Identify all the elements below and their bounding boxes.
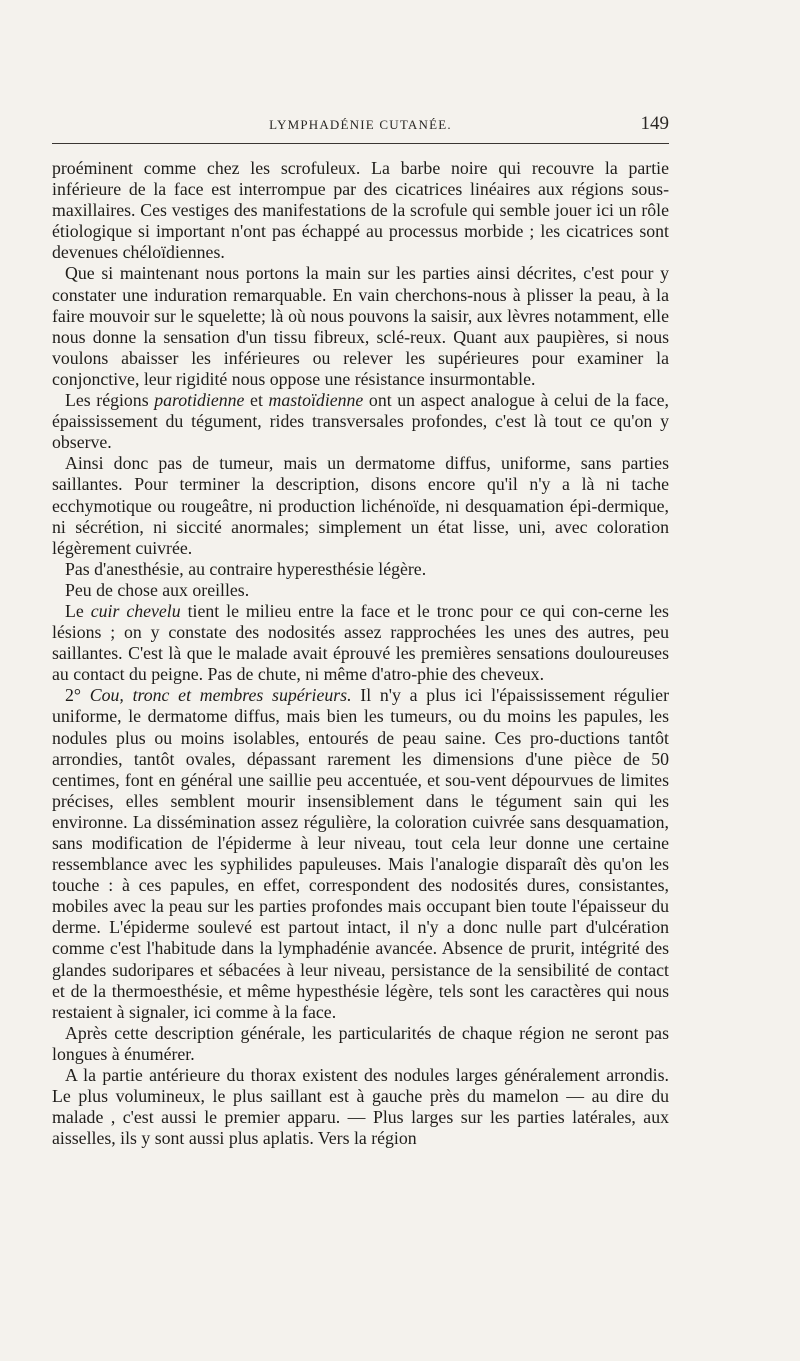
term-parotidienne: parotidienne <box>154 390 245 411</box>
section-number: 2° <box>65 685 90 706</box>
header-rule <box>52 143 669 144</box>
paragraph-9: Après cette description générale, les particularités de chaque région ne seront pas longues à énumérer. <box>52 1022 669 1064</box>
paragraph-6: Peu de chose aux oreilles. <box>65 579 250 600</box>
paragraph-1: proéminent comme chez les scrofuleux. La barbe noire qui recouvre la partie inférieure de la face est interrompue par des cicatrices linéaires aux régions sous-maxillaires. Ces vestiges des manifestations de la scrofule qui semble jouer ici un rôle étiologique si important n'ont pas échappé au processus morbide ; les cicatrices sont devenues chéloïdiennes. <box>52 158 669 263</box>
paragraph-8-text: Il n'y a plus ici l'épaississement régulier uniforme, le dermatome diffus, mais bien les tumeurs, ou du moins les papules, les nodules plus ou moins isolables, entourés de peau saine. Ces pro-ductions tantôt arrondies, tantôt ovales, dépassant rarement les dimensions d'une pièce de 50 centimes, font en général une saillie peu accentuée, et sou-vent dépourvues de limites précises, elles semblent mourir insensiblement dans le tégument sain qui les environne. La dissémination assez régulière, la coloration cuivrée sans desquamation, sans modification de l'épiderme à leur niveau, tout cela leur donne une certaine ressemblance avec les syphilides papuleuses. Mais l'analogie disparaît dès qu'on les touche : à ces papules, en effet, correspondent des nodosités dures, consistantes, mobiles avec la peau sur les parties profondes mais occupant bien toute l'épaisseur du derme. L'épiderme soulevé est partout intact, il n'y a donc nulle part d'ulcération comme c'est l'habitude dans la lymphadénie avancée. Absence de prurit, intégrité des glandes sudoripares et sébacées à leur niveau, persistance de la sensibilité de contact et de la thermoesthésie, et même hypesthésie légère, tels sont les caractères qui nous restaient à signaler, ici comme à la face. <box>52 685 669 1022</box>
term-cuir-chevelu: cuir chevelu <box>90 600 181 621</box>
paragraph-3-text-b: et <box>244 390 269 411</box>
paragraph-5: Pas d'anesthésie, au contraire hyperesthésie légère. <box>65 558 427 579</box>
paragraph-8 <box>52 685 669 1023</box>
body-text <box>52 158 669 1149</box>
term-mastoidienne: mastoïdienne <box>268 390 364 411</box>
paragraph-3-text-a: Les régions <box>65 390 155 411</box>
section-heading: Cou, tronc et membres supérieurs. <box>89 685 352 706</box>
paragraph-4: Ainsi donc pas de tumeur, mais un dermatome diffus, uniforme, sans parties saillantes. Pour terminer la description, disons encore qu'il n'y a là ni tache ecchymotique ou rougeâtre, ni production lichénoïde, ni desquamation épi-dermique, ni sécrétion, ni siccité anormales; simplement un état lisse, uni, avec coloration légèrement cuivrée. <box>52 453 669 558</box>
running-title: LYMPHADÉNIE CUTANÉE. <box>269 117 452 132</box>
paragraph-7-text-a: Le <box>65 600 91 621</box>
page-number: 149 <box>640 113 669 134</box>
paragraph-7-text-b: tient le milieu entre la face et le tronc pour ce qui con-cerne les lésions ; on y constate des nodosités assez rapprochées les unes des autres, peu saillantes. C'est là que le malade avait éprouvé les premières sensations douloureuses au contact du peigne. Pas de chute, ni même d'atro-phie des cheveux. <box>52 600 669 685</box>
paragraph-10: A la partie antérieure du thorax existent des nodules larges généralement arrondis. Le plus volumineux, le plus saillant est à gauche près du mamelon — au dire du malade , c'est aussi le premier apparu. — Plus larges sur les parties latérales, aux aisselles, ils y sont aussi plus aplatis. Vers la région <box>52 1065 669 1149</box>
running-head <box>52 113 669 137</box>
paragraph-2: Que si maintenant nous portons la main sur les parties ainsi décrites, c'est pour y constater une induration remarquable. En vain cherchons-nous à plisser la peau, à la faire mouvoir sur le squelette; là où nous pouvons la saisir, aux lèvres notamment, elle nous donne la sensation d'un tissu fibreux, sclé-reux. Quant aux paupières, si nous voulons abaisser les inférieures ou relever les supérieures pour examiner la conjonctive, leur rigidité nous oppose une résistance insurmontable. <box>52 263 669 389</box>
paragraph-7 <box>52 601 669 685</box>
paragraph-3 <box>52 390 669 453</box>
paragraph-3-text-c: ont un aspect analogue à celui de la face, épaississement du tégument, rides transversales profondes, c'est là tout ce qu'on y observe. <box>52 390 669 453</box>
